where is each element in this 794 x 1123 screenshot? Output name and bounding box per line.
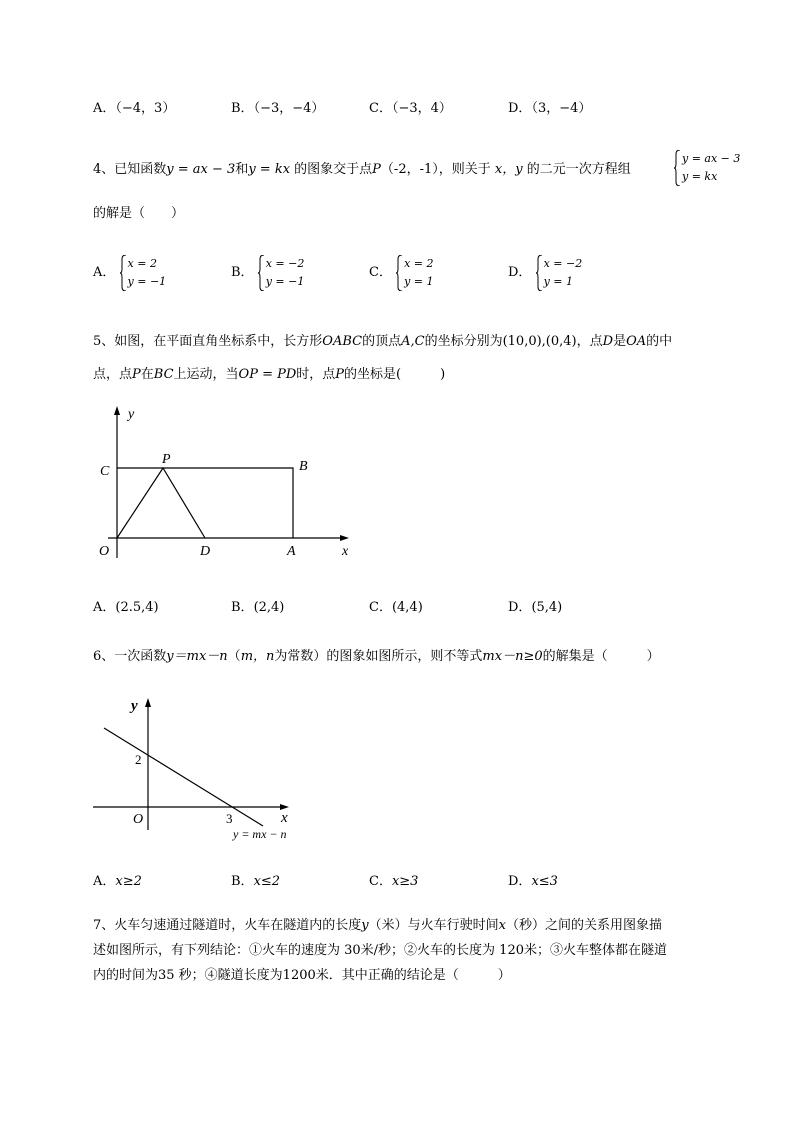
y-axis-arrow-icon [114,406,120,415]
q6-stem: 6、一次函数y＝mx－n（m，n为常数）的图象如图所示，则不等式mx－n≥0的解集是（ ） [93,649,660,664]
rectangle-oabc [117,468,293,538]
q5-figure [90,400,370,570]
point-a-label: A [287,544,296,559]
left-brace-icon [120,255,126,291]
left-brace-icon [258,255,264,291]
q3-option-a[interactable]: A．（−4，3） [93,101,176,116]
x-axis-label: x [281,810,288,826]
left-brace-icon [674,150,680,186]
q4-stem-line2: 的解是（ ） [93,206,185,221]
q4-option-d[interactable]: D． x = −2 y = 1 [508,255,582,291]
x-axis-arrow-icon [340,535,349,541]
left-brace-icon [396,255,402,291]
triangle-opd [117,468,205,538]
q7-stem-line1: 7、火车匀速通过隧道时，火车在隧道内的长度y（米）与火车行驶时间x（秒）之间的关系用图象描 [93,918,663,933]
point-c-label: C [100,464,110,479]
left-brace-icon [536,255,542,291]
origin-label: O [133,812,144,827]
point-d-label: D [200,544,211,559]
point-p-label: P [162,452,171,467]
q3-option-d[interactable]: D．（3，−4） [508,101,592,116]
q3-option-b[interactable]: B．（−3，−4） [231,101,325,116]
q3-option-c[interactable]: C．（−3，4） [369,101,452,116]
y-intercept-label: 2 [135,752,142,767]
q6-figure [85,690,305,850]
q6-option-b[interactable]: B．x≤2 [231,874,281,889]
line-equation-label: y = mx − n [233,827,287,841]
q5-option-b[interactable]: B．(2,4) [231,600,285,615]
x-intercept-label: 3 [226,811,233,826]
q7-stem-line3: 内的时间为35 秒；④隧道长度为1200米．其中正确的结论是（ ） [93,968,511,983]
y-axis-label: y [131,698,138,714]
q5-option-c[interactable]: C．(4,4) [369,600,423,615]
q6-option-d[interactable]: D．x≤3 [508,874,558,889]
q4-equation-system: y = ax − 3 y = kx [674,150,740,186]
q6-option-a[interactable]: A．x≥2 [93,874,142,889]
q5-stem-line2: 点，点P在BC上运动，当OP = PD时，点P的坐标是( ) [93,367,446,382]
q4-stem-line1: 4、已知函数y = ax − 3和y = kx 的图象交于点P（-2，-1），则关于 x，y 的二元一次方程组 [93,162,631,177]
q5-option-a[interactable]: A．(2.5,4) [93,600,159,615]
y-axis-arrow-icon [145,698,151,707]
q5-stem-line1: 5、如图，在平面直角坐标系中，长方形OABC的顶点A,C的坐标分别为(10,0),(0,4)，点D是OA的中 [93,334,673,349]
graph-line [104,728,263,826]
q5-option-d[interactable]: D．(5,4) [508,600,563,615]
x-axis-label: x [342,544,349,559]
point-b-label: B [299,459,308,474]
q7-stem-line2: 述如图所示，有下列结论：①火车的速度为 30米/秒；②火车的长度为 120米；③火车整体都在隧道 [93,943,668,958]
q6-option-c[interactable]: C．x≥3 [369,874,419,889]
q4-option-c[interactable]: C． x = 2 y = 1 [369,255,434,291]
y-axis-label: y [128,407,135,422]
origin-label: O [99,544,110,559]
q4-option-a[interactable]: A． x = 2 y = −1 [93,255,166,291]
q4-option-b[interactable]: B． x = −2 y = −1 [231,255,304,291]
